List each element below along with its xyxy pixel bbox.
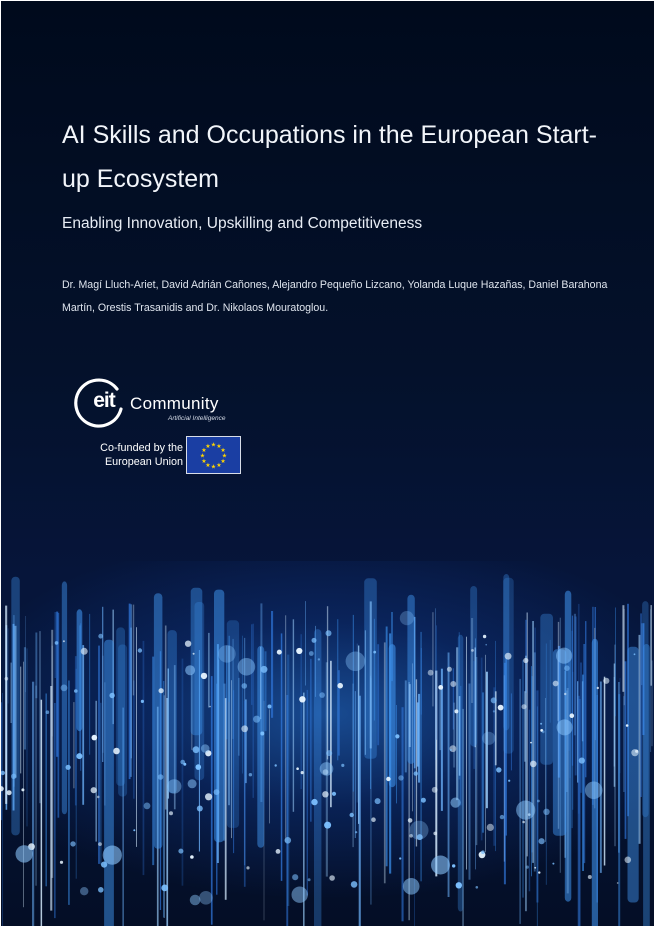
svg-text:★: ★ [210, 464, 217, 471]
community-subtitle: Artificial Intelligence [168, 415, 226, 422]
cofunded-label: Co-funded by the European Union [100, 442, 183, 468]
svg-text:★: ★ [221, 453, 228, 460]
svg-text:★: ★ [216, 463, 222, 470]
logo-block [73, 377, 263, 477]
svg-text:★: ★ [216, 443, 222, 450]
svg-text:★: ★ [201, 459, 207, 465]
svg-text:★: ★ [205, 443, 211, 450]
report-title: AI Skills and Occupations in the European Start-up Ecosystem [62, 121, 598, 193]
svg-text:★: ★ [220, 448, 226, 454]
svg-text:★: ★ [199, 453, 206, 460]
svg-text:★: ★ [210, 442, 217, 449]
community-logo-text: Community [130, 394, 219, 413]
author-list: Dr. Magí Lluch-Ariet, David Adrián Cañones, Alejandro Pequeño Lizcano, Yolanda Luque Hazañas, Daniel Barahona Martín, Orestis Trasanidis and Dr. Nikolaos Mouratoglou. [62, 279, 608, 314]
eu-flag-icon [186, 436, 241, 474]
eit-logo-text: eit [93, 389, 115, 412]
svg-text:★: ★ [220, 459, 226, 465]
report-subtitle: Enabling Innovation, Upskilling and Competitiveness [62, 215, 423, 232]
svg-text:★: ★ [205, 463, 211, 470]
svg-text:★: ★ [201, 448, 207, 454]
report-cover [1, 1, 654, 926]
